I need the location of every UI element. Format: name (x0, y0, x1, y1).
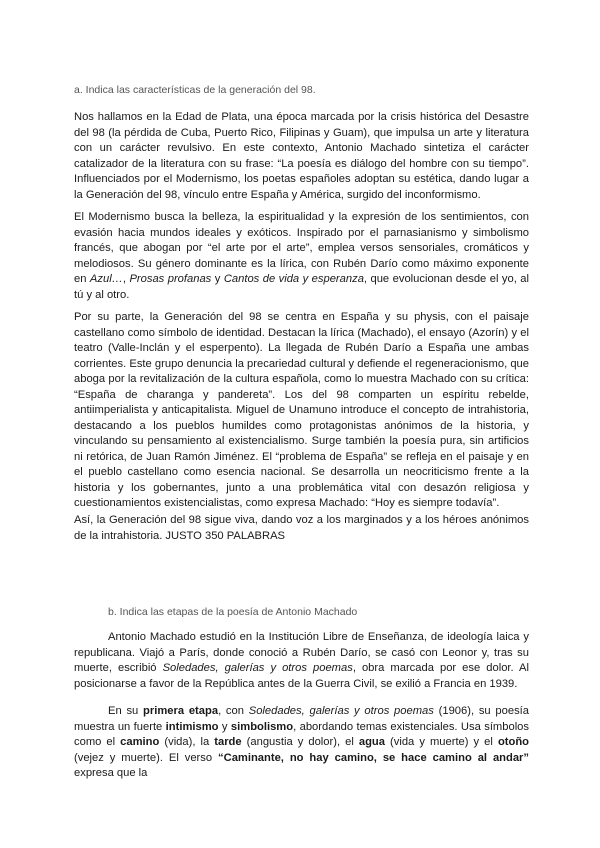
b-p1-start: Antonio Machado estudió en la Institución Libre de Enseñanza, de ideología laica y republicana. Viajó a París, donde conoció a Rubén Darío, se casó con Leonor y, tras su muerte, escribió (74, 631, 529, 674)
work-azul: Azul… (89, 273, 123, 285)
section-a-paragraph-4: Así, la Generación del 98 sigue viva, dando voz a los marginados y a los héroes anónimos de la intrahistoria. JUSTO 350 PALABRAS (74, 514, 529, 542)
b-p2-h: (angustia y dolor), el (241, 736, 359, 748)
work-cantos-de-vida: Cantos de vida y esperanza (223, 273, 364, 285)
section-a-paragraph-3: Por su parte, la Generación del 98 se centra en España y su physis, con el paisaje castellano como símbolo de identidad. Destacan la lírica (Machado), el ensayo (Azorín) y el teatro (Valle-Inclán y el esperpento). La llegada de Rubén Darío a España une ambas corrientes. Este grupo denuncia la precariedad cultural y defiende el regeneracionismo, que aboga por la revitalización de la cultura española, como lo muestra Machado con su crítica: “España de charanga y pandereta”. Los del 98 comparten un espíritu rebelde, antiimperialista y anticapitalista. Miguel de Unamuno introduce el concepto de intrahistoria, destacando a los pueblos humildes como protagonistas anónimos de la historia, y vinculando su pensamiento al existencialismo. Surge también la poesía pura, sin artificios ni retórica, de Juan Ramón Jiménez. El “problema de España” se refleja en el paisaje y en el pueblo castellano como esencia nacional. Se desarrolla un neocriticismo frente a la historia y los gobernantes, junto a una problemática vital con desazón religiosa y cuestionamientos existencialistas, como expresa Machado: “Hoy es siempre todavía”. (74, 311, 529, 509)
section-a-paragraph-1: Nos hallamos en la Edad de Plata, una época marcada por la crisis histórica del Desastre del 98 (la pérdida de Cuba, Puerto Rico, Filipinas y Guam), que impulsa un arte y literatura con un carácter revulsivo. En este contexto, Antonio Machado sintetiza el carácter catalizador de la literatura con su frase: “La poesía es diálogo del hombre con su tiempo”. Influenciados por el Modernismo, los poetas españoles adoptan su estética, dando lugar a la Generación del 98, vínculo entre España y América, surgido del inconformismo. (74, 111, 529, 201)
b-p1-end: , obra marcada por ese dolor. Al posicionarse a favor de la República antes de la Guerra Civil, se exilió a Francia en 1939. (74, 662, 530, 690)
b-p2-f: , abordando temas existenciales. Usa símbolos como el (74, 720, 529, 748)
p2-text-end: , que evolucionan desde el yo, al tú y al otro. (74, 273, 530, 301)
work-soledades-2: Soledades, galerías y otros poemas (248, 705, 434, 717)
b-p2-d: (1906), su poesía muestra un fuerte (74, 705, 530, 733)
bold-simbolismo: simbolismo (230, 720, 294, 733)
section-a-paragraph-2 (74, 210, 529, 303)
b-p2-j: (vejez y muerte). El verso (74, 751, 219, 764)
bold-primera-etapa: primera etapa (143, 705, 219, 717)
p2-sep-1: , (122, 273, 130, 285)
section-b-heading: b. Indica las etapas de la poesía de Antonio Machado (108, 606, 358, 618)
work-soledades: Soledades, galerías y otros poemas (162, 662, 353, 674)
b-p2-c: , con (218, 705, 249, 717)
bold-otono: otoño (497, 736, 529, 748)
b-p2-i: (vida y muerte) y el (384, 736, 498, 748)
p2-sep-2: y (211, 273, 224, 285)
bold-intimismo: intimismo (165, 720, 219, 733)
bold-caminante-verse: “Caminante, no hay camino, se hace camino al andar” (218, 751, 530, 764)
bold-tarde: tarde (214, 736, 242, 748)
b-p2-g: (vida), la (159, 736, 215, 748)
section-a-heading: a. Indica las características de la generación del 98. (74, 84, 316, 96)
bold-camino: camino (120, 736, 160, 748)
work-prosas-profanas: Prosas profanas (129, 273, 212, 285)
b-p2-k: expresa que la (74, 767, 148, 779)
b-p2-e: y (218, 720, 231, 733)
section-b-paragraph-2 (74, 704, 529, 782)
p2-text-start: El Modernismo busca la belleza, la espiritualidad y la expresión de los sentimientos, con evasión hacia mundos ideales y exóticos. Inspirado por el parnasianismo y simbolismo francés, que abogan por “el arte por el arte”, emplea versos sensoriales, cromáticos y melodiosos. Su género dominante es la lírica, con Rubén Darío como máximo exponente en (74, 211, 529, 285)
section-b-paragraph-1 (74, 630, 529, 692)
bold-agua: agua (358, 736, 385, 748)
b-p2-a: En su (108, 705, 144, 717)
